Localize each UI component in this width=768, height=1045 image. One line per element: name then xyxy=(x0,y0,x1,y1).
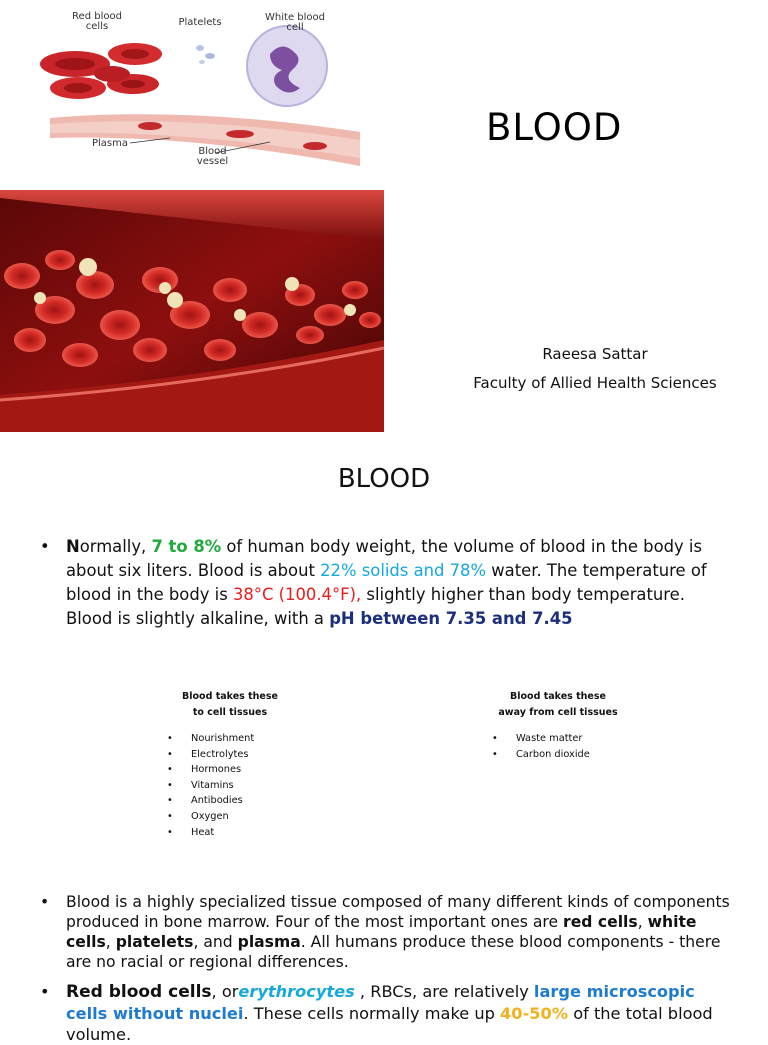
from-tissues-heading-line1: Blood takes these xyxy=(510,691,606,702)
list-item-label: Carbon dioxide xyxy=(516,748,590,760)
components-text-2: . All humans produce these blood components - there are no racial or regional differences. xyxy=(66,933,721,971)
plasma-label: Plasma xyxy=(91,138,128,149)
term-red-cells: red cells xyxy=(563,913,638,931)
slide-title: BLOOD xyxy=(486,106,623,149)
rbc-text-2: , RBCs, are relatively xyxy=(354,982,534,1001)
list-item xyxy=(492,747,652,763)
term-platelets: platelets xyxy=(115,933,194,951)
bullet-icon: • xyxy=(492,733,498,744)
list-item xyxy=(167,793,327,809)
intro-text-2: of human body weight, the volume of blood in the body is about six liters. Blood is about xyxy=(66,537,702,580)
intro-text-3: water. The temperature of blood in the body is xyxy=(66,561,707,604)
author-block xyxy=(430,340,760,398)
separator: , xyxy=(637,913,648,931)
intro-bullet xyxy=(40,535,730,631)
to-tissues-list xyxy=(167,731,327,840)
white-blood-cell-drawing xyxy=(247,26,327,106)
rbc-text-4: of the total blood volume. xyxy=(66,1004,713,1044)
term-erythrocytes: erythrocytes xyxy=(238,982,355,1001)
list-item-label: Vitamins xyxy=(191,779,234,791)
list-item xyxy=(167,778,327,794)
red-blood-cells-label: Red blood cells xyxy=(72,11,122,32)
platelets-label: Platelets xyxy=(178,17,222,28)
red-blood-cells-drawing xyxy=(40,43,162,99)
term-plasma: plasma xyxy=(237,933,301,951)
list-item xyxy=(167,809,327,825)
blood-vessel-photo xyxy=(0,190,384,432)
bullet-icon: • xyxy=(492,748,498,760)
author-affiliation: Faculty of Allied Health Sciences xyxy=(473,374,717,392)
list-item-label: Waste matter xyxy=(516,733,583,744)
list-item xyxy=(167,825,327,841)
rbc-text-3: . These cells normally make up xyxy=(243,1004,501,1023)
separator: , and xyxy=(193,933,238,951)
rbc-text-1: , or xyxy=(211,982,239,1001)
white-blood-cell-label: White blood cell xyxy=(265,12,325,33)
bullet-icon: • xyxy=(40,537,50,556)
bullet-icon: • xyxy=(167,826,173,838)
from-tissues-heading xyxy=(488,689,628,721)
bullet-icon: • xyxy=(40,982,50,1001)
components-bullet xyxy=(40,892,740,972)
intro-text-1: ormally, xyxy=(79,537,152,556)
intro-text-4: slightly higher than body temperature. Blood is slightly alkaline, with a xyxy=(66,585,685,628)
intro-ph-range: pH between 7.35 and 7.45 xyxy=(329,609,573,628)
term-red-blood-cells: Red blood cells xyxy=(66,982,212,1002)
list-item-label: Antibodies xyxy=(191,795,243,807)
blood-flow-photo-illustration xyxy=(0,190,384,432)
from-tissues-list xyxy=(492,731,652,762)
bullet-icon: • xyxy=(167,733,173,744)
bullet-icon: • xyxy=(167,748,173,760)
list-item xyxy=(167,731,327,747)
bullet-icon: • xyxy=(167,795,173,807)
blood-components-diagram xyxy=(30,6,360,176)
components-text-1: Blood is a highly specialized tissue composed of many different kinds of components produced in bone marrow. Four of the most important ones are xyxy=(66,893,730,931)
blood-vessel-label: Blood vessel xyxy=(196,146,229,167)
slide-title: BLOOD xyxy=(337,464,431,494)
from-tissues-heading-line2: away from cell tissues xyxy=(498,707,618,718)
list-item-label: Nourishment xyxy=(191,733,255,744)
rbc-volume-percentage: 40-50% xyxy=(500,1004,569,1023)
list-item xyxy=(167,762,327,778)
intro-solids-ratio: 22% solids and 78% xyxy=(320,561,487,580)
bullet-icon: • xyxy=(40,893,50,911)
intro-volume-range: 7 to 8% xyxy=(151,537,222,556)
bullet-icon: • xyxy=(167,779,173,791)
term-white-cells: white cells xyxy=(66,913,697,951)
list-item-label: Heat xyxy=(191,826,215,838)
rbc-size-description: large microscopic cells without nuclei xyxy=(66,982,695,1023)
separator: , xyxy=(105,933,116,951)
list-item xyxy=(492,731,652,747)
to-tissues-heading-line2: to cell tissues xyxy=(192,707,268,718)
list-item xyxy=(167,747,327,763)
bullet-icon: • xyxy=(167,764,173,776)
to-tissues-heading xyxy=(160,689,300,721)
bullet-icon: • xyxy=(167,810,173,822)
to-tissues-heading-line1: Blood takes these xyxy=(182,691,278,702)
list-item-label: Oxygen xyxy=(191,810,229,822)
author-name: Raeesa Sattar xyxy=(542,345,648,363)
list-item-label: Electrolytes xyxy=(191,748,249,760)
intro-initial: N xyxy=(66,537,80,556)
list-item-label: Hormones xyxy=(191,764,242,776)
platelets-drawing xyxy=(196,45,215,64)
intro-temperature: 38°C (100.4°F), xyxy=(232,585,362,604)
red-blood-cells-bullet xyxy=(40,981,740,1045)
